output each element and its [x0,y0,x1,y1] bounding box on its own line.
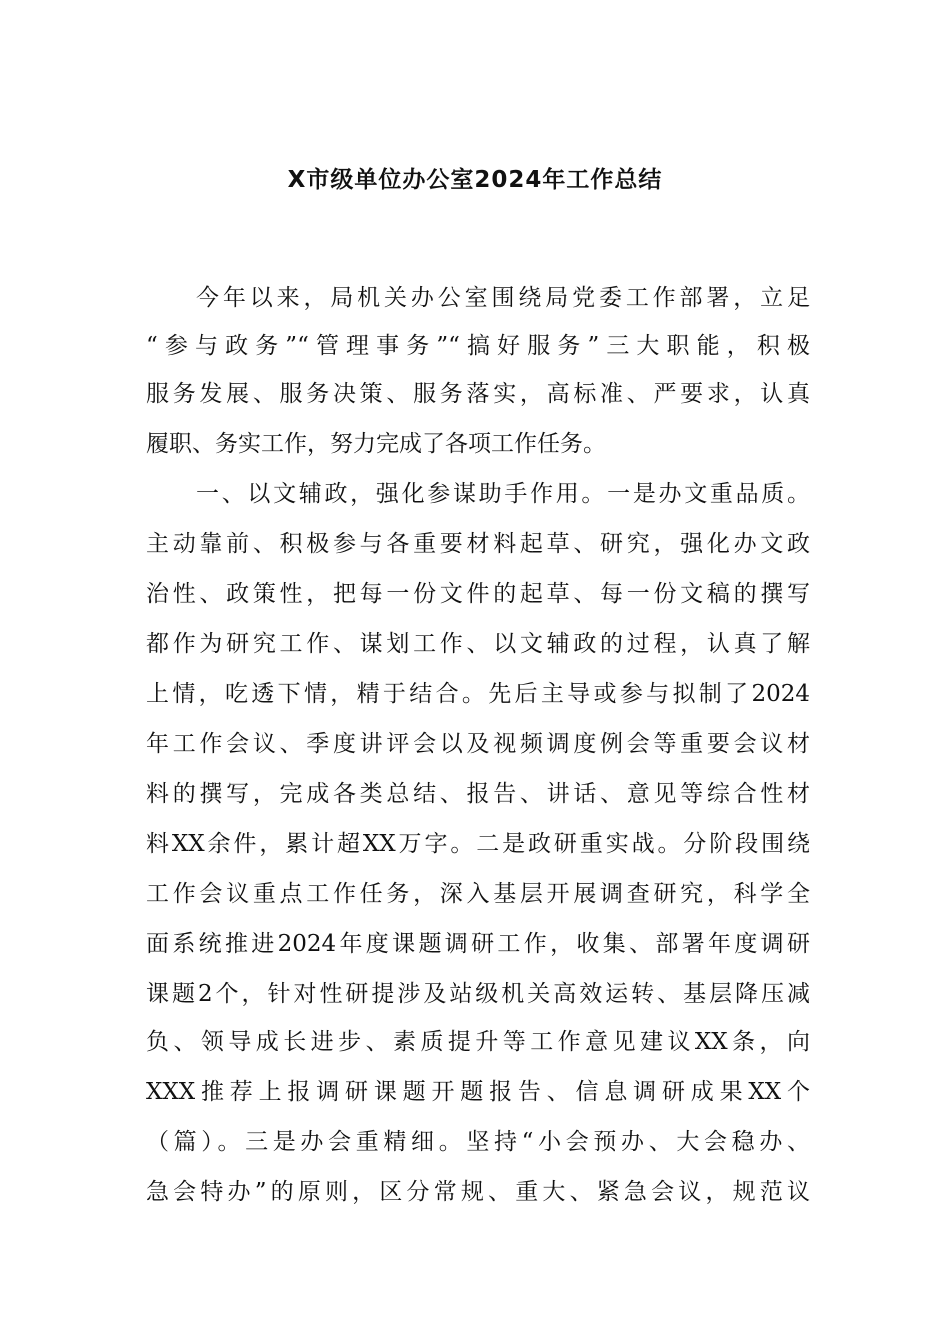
paragraph-2-line-4: 都作为研究工作、谋划工作、以文辅政的过程，认真了解 [146,631,810,657]
paragraph-2-line-11: 课题2个，针对性研提涉及站级机关高效运转、基层降压减 [146,981,810,1007]
paragraph-2-line-1: 一、以文辅政，强化参谋助手作用。一是办文重品质。 [196,481,810,507]
paragraph-2-line-8: 料XX余件，累计超XX万字。二是政研重实战。分阶段围绕 [146,831,810,857]
document-title: X市级单位办公室2024年工作总结 [287,167,663,193]
paragraph-2-line-12: 负、领导成长进步、素质提升等工作意见建议XX条，向 [146,1029,810,1055]
paragraph-2-line-13: XXX推荐上报调研课题开题报告、信息调研成果XX个 [146,1079,810,1105]
paragraph-2-line-10: 面系统推进2024年度课题调研工作，收集、部署年度调研 [146,931,810,957]
paragraph-2-line-3: 治性、政策性，把每一份文件的起草、每一份文稿的撰写 [146,581,810,607]
paragraph-2-line-9: 工作会议重点工作任务，深入基层开展调查研究，科学全 [146,881,810,907]
paragraph-1-line-2: “参与政务”“管理事务”“搞好服务”三大职能，积极 [146,333,810,359]
paragraph-2-line-2: 主动靠前、积极参与各重要材料起草、研究，强化办文政 [146,531,810,557]
paragraph-2-line-15: 急会特办”的原则，区分常规、重大、紧急会议，规范议 [146,1179,810,1205]
paragraph-2-line-5: 上情，吃透下情，精于结合。先后主导或参与拟制了2024 [146,681,810,707]
paragraph-2-line-14: （篇）。三是办会重精细。坚持“小会预办、大会稳办、 [146,1129,810,1155]
paragraph-1-line-1: 今年以来，局机关办公室围绕局党委工作部署，立足 [196,285,810,311]
paragraph-2-line-7: 料的撰写，完成各类总结、报告、讲话、意见等综合性材 [146,781,810,807]
paragraph-2-line-6: 年工作会议、季度讲评会以及视频调度例会等重要会议材 [146,731,810,757]
paragraph-1-line-4: 履职、务实工作，努力完成了各项工作任务。 [146,431,606,457]
paragraph-1-line-3: 服务发展、服务决策、服务落实，高标准、严要求，认真 [146,381,810,407]
